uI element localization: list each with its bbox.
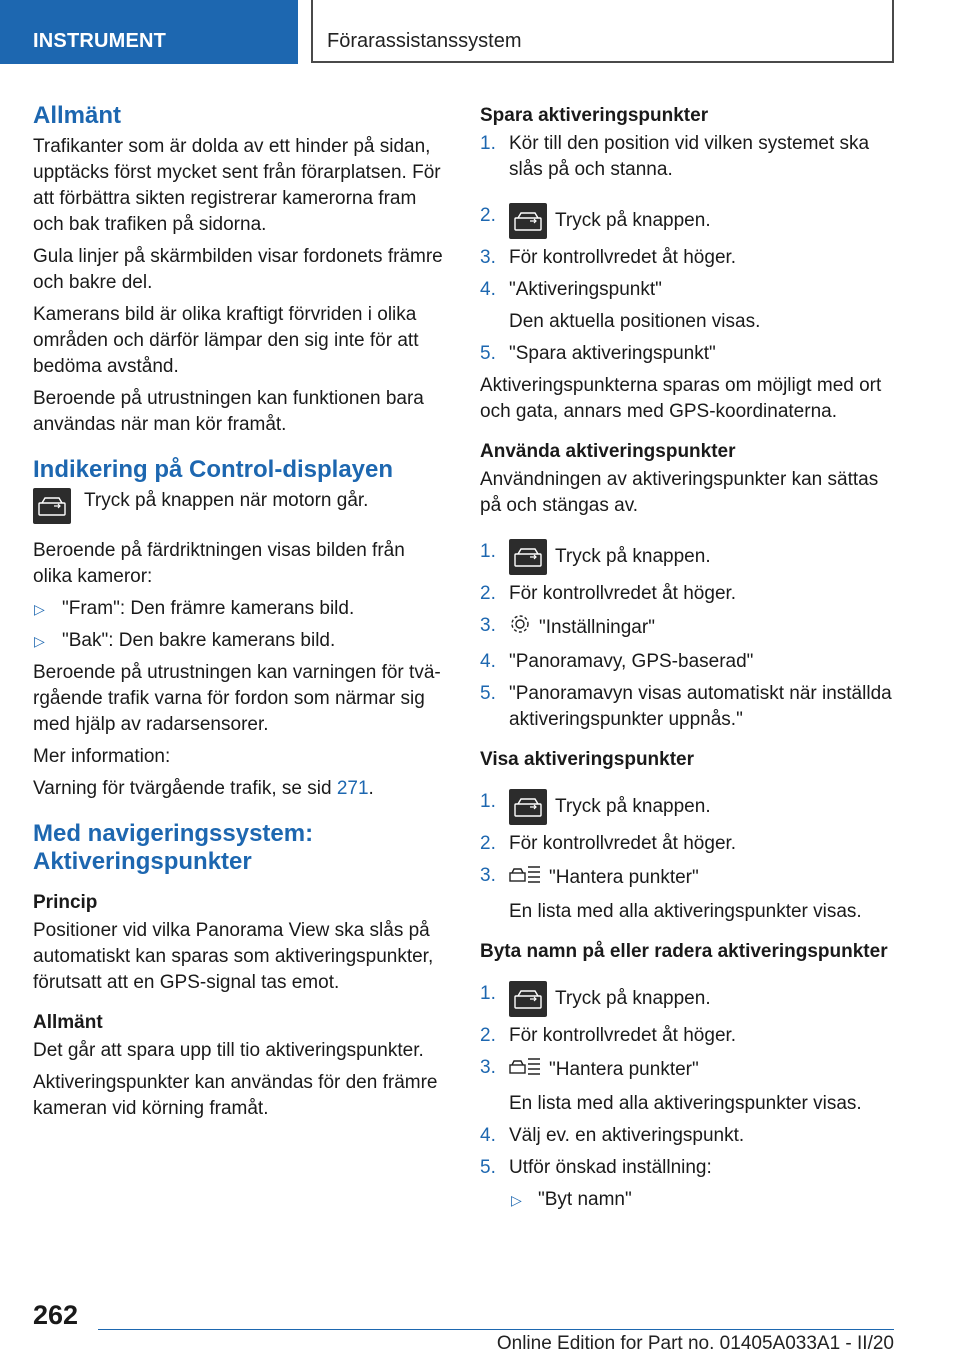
heading-allmant: Allmänt bbox=[33, 102, 122, 129]
footer-divider bbox=[98, 1329, 894, 1330]
step bbox=[480, 1023, 900, 1049]
step-number: 4. bbox=[480, 1125, 496, 1146]
manage-points-icon bbox=[509, 863, 541, 893]
step-subtext: Den aktuella positionen visas. bbox=[509, 311, 761, 332]
heading-allmant-sub: Allmänt bbox=[33, 1012, 103, 1033]
heading-anvanda: Använda aktiveringspunkter bbox=[480, 441, 736, 462]
step bbox=[480, 967, 900, 1017]
step bbox=[480, 189, 900, 239]
step-number: 3. bbox=[480, 1057, 496, 1078]
camera-instruction-text: Tryck på knappen när motorn går. bbox=[84, 490, 369, 511]
step bbox=[480, 581, 900, 607]
step-text: För kontrollvredet åt höger. bbox=[509, 1025, 737, 1046]
step-text: "Panoramavy, GPS-baserad" bbox=[509, 651, 754, 672]
step-number: 5. bbox=[480, 1157, 496, 1178]
paragraph: Aktiveringspunkterna sparas om möjligt med ort och gata, annars med GPS-koordinaterna. bbox=[480, 375, 882, 422]
step bbox=[480, 525, 900, 575]
heading-princip: Princip bbox=[33, 892, 98, 913]
paragraph: Gula linjer på skärmbilden visar fordonets främre och bakre del. bbox=[33, 246, 443, 293]
triangle-bullet-icon: ▷ bbox=[511, 1192, 522, 1208]
camera-instruction bbox=[33, 488, 448, 528]
step-text: För kontrollvredet åt höger. bbox=[509, 833, 737, 854]
visa-steps bbox=[480, 775, 900, 925]
step-number: 3. bbox=[480, 247, 496, 268]
list-item bbox=[33, 628, 448, 654]
sub-bullet-text: "Byt namn" bbox=[538, 1189, 632, 1210]
footer-edition: Online Edition for Part no. 01405A033A1 - II/20 bbox=[496, 1333, 894, 1354]
step-number: 2. bbox=[480, 1025, 496, 1046]
paragraph: Aktiveringspunkter kan användas för den främre kameran vid körning framåt. bbox=[33, 1072, 438, 1119]
step bbox=[480, 831, 900, 857]
paragraph-crossref bbox=[33, 776, 448, 802]
step-text: "Panoramavyn visas automatiskt när inställda aktiveringspunkter uppnås." bbox=[509, 683, 892, 730]
list-item-text: "Bak": Den bakre kamerans bild. bbox=[62, 630, 336, 651]
triangle-bullet-icon: ▷ bbox=[34, 633, 45, 649]
step-text: Tryck på knappen. bbox=[555, 210, 711, 232]
page-number: 262 bbox=[33, 1300, 79, 1330]
step-text: För kontrollvredet åt höger. bbox=[509, 583, 737, 604]
step-number: 1. bbox=[480, 791, 496, 812]
camera-bullet-list bbox=[33, 596, 448, 654]
paragraph: Positioner vid vilka Panorama View ska slås på automatiskt kan sparas som aktiveringspunkter, förutsatt att en GPS-signal tas emot. bbox=[33, 920, 434, 993]
step bbox=[480, 775, 900, 825]
list-item-text: "Fram": Den främre kamerans bild. bbox=[62, 598, 355, 619]
anvanda-steps bbox=[480, 525, 900, 733]
step bbox=[480, 613, 900, 643]
heading-indikering: Indikering på Control-displayen bbox=[33, 456, 394, 483]
header-chapter-box bbox=[311, 0, 894, 63]
paragraph: Användningen av aktiveringspunkter kan sättas på och stängas av. bbox=[480, 469, 879, 516]
step bbox=[480, 277, 900, 335]
step-text: Tryck på knappen. bbox=[555, 796, 711, 818]
paragraph: Det går att spara upp till tio aktiveringspunkter. bbox=[33, 1040, 424, 1061]
step-number: 5. bbox=[480, 343, 496, 364]
step-text: Utför önskad inställning: bbox=[509, 1157, 712, 1178]
step bbox=[480, 1055, 900, 1117]
paragraph: Trafikanter som är dolda av ett hinder på sidan, upptäcks först mycket sent från förarplatsen. För att förbättra sikten registrerar kamerorna fram och bak trafiken på sidorna. bbox=[33, 136, 441, 235]
step-text: "Hantera punkter" bbox=[549, 867, 699, 889]
step bbox=[480, 681, 900, 733]
step bbox=[480, 1155, 900, 1213]
camera-button-icon bbox=[509, 789, 547, 825]
left-column bbox=[33, 100, 448, 1128]
step-subtext: En lista med alla aktiveringspunkter visas. bbox=[509, 1093, 862, 1114]
paragraph: Beroende på utrustningen kan funktionen bara användas när man kör framåt. bbox=[33, 388, 424, 435]
step bbox=[480, 245, 900, 271]
step-subtext: En lista med alla aktiveringspunkter visas. bbox=[509, 901, 862, 922]
camera-button-icon bbox=[509, 203, 547, 239]
gear-icon bbox=[509, 613, 531, 643]
step-text: Välj ev. en aktiveringspunkt. bbox=[509, 1125, 745, 1146]
step bbox=[480, 131, 900, 183]
step-number: 5. bbox=[480, 683, 496, 704]
header-chapter-label: Förarassistanssystem bbox=[327, 30, 522, 52]
heading-byta: Byta namn på eller radera aktiveringspunkter bbox=[480, 941, 888, 962]
step-text: Tryck på knappen. bbox=[555, 546, 711, 568]
header-section-label: INSTRUMENT bbox=[33, 30, 167, 52]
step-text: "Aktiveringspunkt" bbox=[509, 279, 662, 300]
byta-steps bbox=[480, 967, 900, 1213]
step-number: 2. bbox=[480, 583, 496, 604]
step bbox=[480, 341, 900, 367]
paragraph: Kamerans bild är olika kraftigt förvriden i olika områden och därför lämpar den sig inte för att bedöma avstånd. bbox=[33, 304, 419, 377]
step-text: Tryck på knappen. bbox=[555, 988, 711, 1010]
spara-steps bbox=[480, 131, 900, 367]
paragraph: Mer information: bbox=[33, 746, 171, 767]
step-number: 1. bbox=[480, 133, 496, 154]
step-number: 1. bbox=[480, 541, 496, 562]
step-text: Kör till den position vid vilken systemet ska slås på och stanna. bbox=[509, 133, 870, 180]
list-item bbox=[33, 596, 448, 622]
triangle-bullet-icon: ▷ bbox=[34, 601, 45, 617]
camera-button-icon bbox=[509, 539, 547, 575]
heading-navigation: Med navigeringssystem: Aktiveringspunkter bbox=[33, 820, 314, 875]
page-link[interactable]: 271 bbox=[336, 778, 369, 799]
crossref-end: . bbox=[368, 778, 374, 799]
step-number: 1. bbox=[480, 983, 496, 1004]
camera-button-icon bbox=[33, 488, 71, 524]
heading-spara: Spara aktiveringspunkter bbox=[480, 105, 709, 126]
step-number: 3. bbox=[480, 615, 496, 636]
sub-bullet bbox=[509, 1187, 900, 1213]
step-number: 2. bbox=[480, 833, 496, 854]
step bbox=[480, 863, 900, 925]
heading-visa: Visa aktiveringspunkter bbox=[480, 749, 695, 770]
step-number: 4. bbox=[480, 651, 496, 672]
paragraph: Beroende på utrustningen kan varningen för tvä‐rgående trafik varna för fordon som närmar sig med hjälp av radarsensorer. bbox=[33, 662, 441, 735]
step-number: 3. bbox=[480, 865, 496, 886]
step bbox=[480, 1123, 900, 1149]
step-number: 2. bbox=[480, 205, 496, 226]
step-text: "Spara aktiveringspunkt" bbox=[509, 343, 716, 364]
paragraph: Beroende på färdriktningen visas bilden från olika kameror: bbox=[33, 540, 405, 587]
step-text: För kontrollvredet åt höger. bbox=[509, 247, 737, 268]
step bbox=[480, 649, 900, 675]
header-section-tab bbox=[0, 0, 298, 64]
step-text: "Inställningar" bbox=[539, 617, 655, 639]
step-number: 4. bbox=[480, 279, 496, 300]
step-text: "Hantera punkter" bbox=[549, 1059, 699, 1081]
crossref-text: Varning för tvärgående trafik, se sid bbox=[33, 778, 337, 799]
right-column bbox=[480, 103, 900, 1219]
camera-button-icon bbox=[509, 981, 547, 1017]
manage-points-icon bbox=[509, 1055, 541, 1085]
